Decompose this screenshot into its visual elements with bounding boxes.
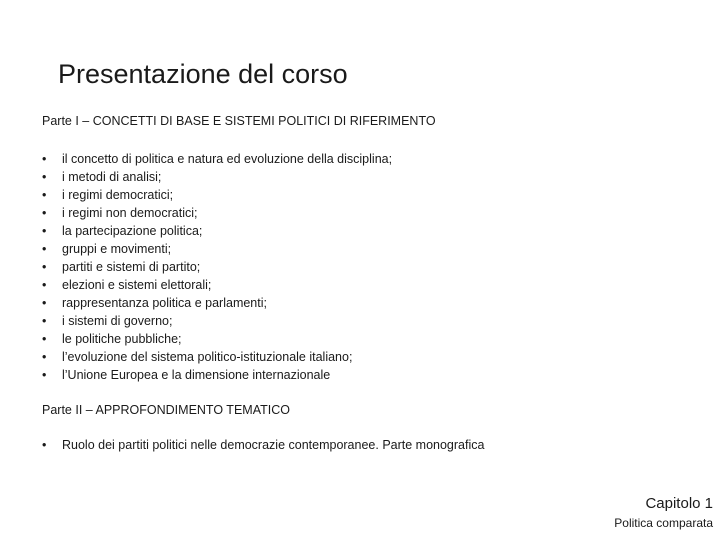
bullet-icon: • bbox=[42, 350, 47, 364]
list-item-text: l’evoluzione del sistema politico-istituzionale italiano; bbox=[62, 350, 353, 364]
list-item-text: Ruolo dei partiti politici nelle democrazie contemporanee. Parte monografica bbox=[62, 438, 485, 452]
bullet-icon: • bbox=[42, 170, 47, 184]
list-item bbox=[42, 366, 392, 384]
list-item bbox=[42, 186, 392, 204]
list-item bbox=[42, 150, 392, 168]
bullet-icon: • bbox=[42, 224, 47, 238]
list-item-text: i sistemi di governo; bbox=[62, 314, 173, 328]
list-item bbox=[42, 204, 392, 222]
list-item-text: la partecipazione politica; bbox=[62, 224, 203, 238]
list-item-text: gruppi e movimenti; bbox=[62, 242, 172, 256]
list-item-text: le politiche pubbliche; bbox=[62, 332, 182, 346]
bullet-icon: • bbox=[42, 314, 47, 328]
slide-title: Presentazione del corso bbox=[58, 59, 348, 89]
bullet-icon: • bbox=[42, 260, 47, 274]
list-item bbox=[42, 348, 392, 366]
part1-bullet-list bbox=[42, 150, 392, 384]
list-item bbox=[42, 330, 392, 348]
bullet-icon: • bbox=[42, 242, 47, 256]
list-item bbox=[42, 294, 392, 312]
list-item bbox=[42, 222, 392, 240]
bullet-icon: • bbox=[42, 188, 47, 202]
list-item-text: partiti e sistemi di partito; bbox=[62, 260, 201, 274]
list-item bbox=[42, 436, 484, 454]
course-subtitle: Politica comparata bbox=[614, 516, 713, 530]
part2-bullet-list bbox=[42, 436, 484, 454]
list-item bbox=[42, 276, 392, 294]
bullet-icon: • bbox=[42, 438, 47, 452]
bullet-icon: • bbox=[42, 206, 47, 220]
chapter-label: Capitolo 1 bbox=[645, 495, 713, 512]
list-item-text: i regimi democratici; bbox=[62, 188, 174, 202]
list-item-text: il concetto di politica e natura ed evoluzione della disciplina; bbox=[62, 152, 393, 166]
bullet-icon: • bbox=[42, 332, 47, 346]
list-item-text: rappresentanza politica e parlamenti; bbox=[62, 296, 267, 310]
bullet-icon: • bbox=[42, 296, 47, 310]
list-item bbox=[42, 312, 392, 330]
list-item-text: elezioni e sistemi elettorali; bbox=[62, 278, 212, 292]
bullet-icon: • bbox=[42, 368, 47, 382]
list-item bbox=[42, 168, 392, 186]
list-item-text: l’Unione Europea e la dimensione internazionale bbox=[62, 368, 331, 382]
bullet-icon: • bbox=[42, 278, 47, 292]
list-item bbox=[42, 258, 392, 276]
list-item bbox=[42, 240, 392, 258]
part2-heading: Parte II – APPROFONDIMENTO TEMATICO bbox=[42, 403, 290, 417]
bullet-icon: • bbox=[42, 152, 47, 166]
list-item-text: i regimi non democratici; bbox=[62, 206, 198, 220]
list-item-text: i metodi di analisi; bbox=[62, 170, 162, 184]
part1-heading: Parte I – CONCETTI DI BASE E SISTEMI POLITICI DI RIFERIMENTO bbox=[42, 114, 436, 128]
